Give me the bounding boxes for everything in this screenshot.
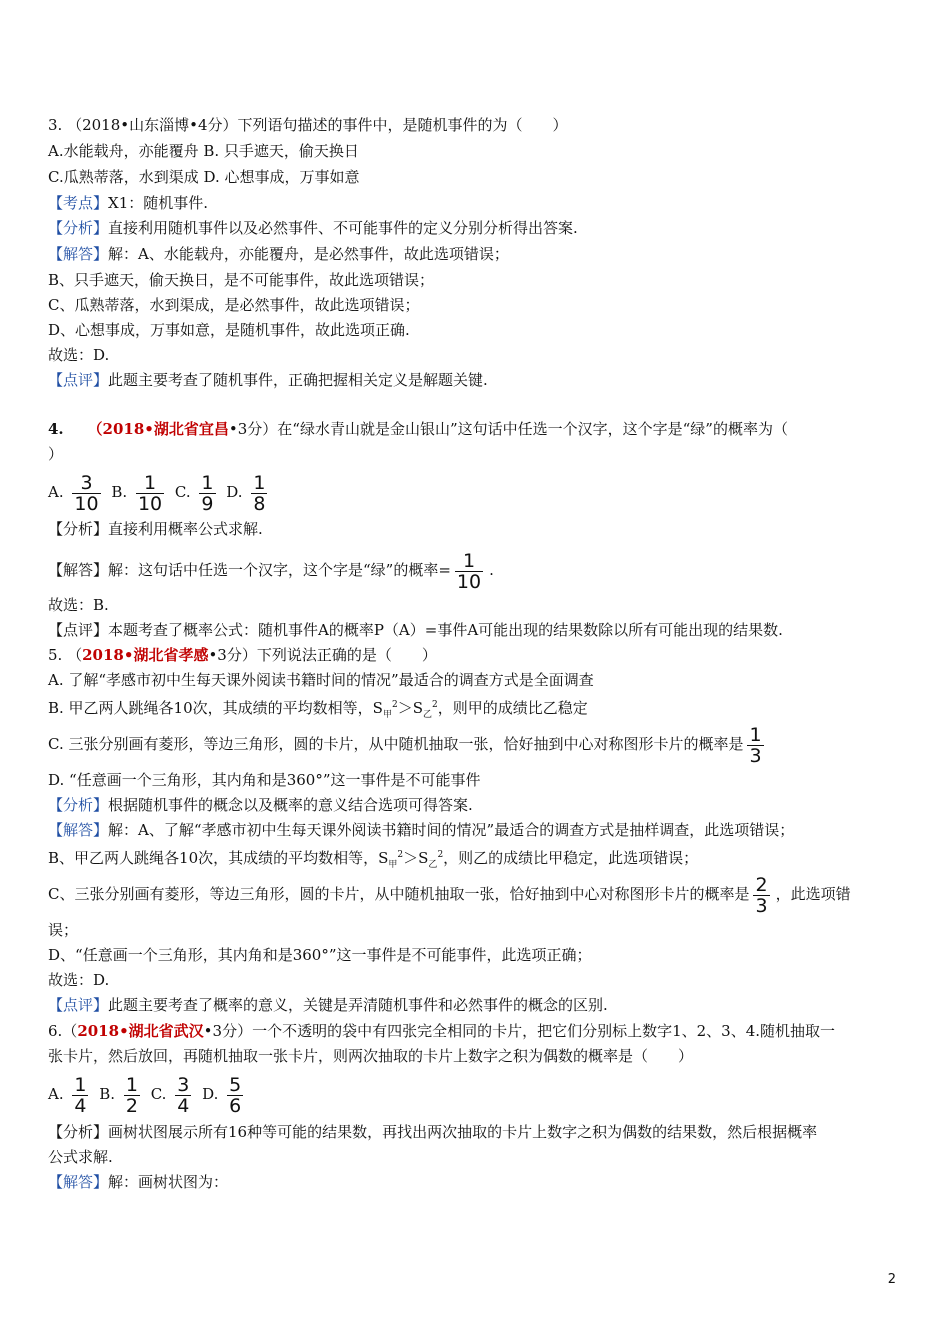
q4-option-a-num: 3 [80, 471, 93, 494]
q5-option-b-sup1: 2 [391, 700, 398, 710]
q5-jieda-c-text: C、三张分别画有菱形，等边三角形，圆的卡片，从中随机抽取一张，恰好抽到中心对称图形卡片的概率是 [48, 885, 750, 903]
q3-kaodian [48, 193, 208, 213]
q4-src-year: 2018 [102, 420, 145, 438]
q4-jieda [48, 548, 494, 592]
q6-src-dot: • [119, 1022, 129, 1040]
q5-stem [48, 645, 437, 665]
q4-jieda-text: 【解答】解：这句话中任选一个汉字，这个字是“绿”的概率= [48, 561, 451, 579]
fenxi-tag: 【分析】 [48, 219, 109, 237]
q3-jieda [48, 244, 509, 264]
q5-jieda-b-sup2: 2 [437, 850, 444, 860]
q5-option-c-den: 3 [749, 744, 762, 767]
dianping-text: 此题主要考查了随机事件，正确把握相关定义是解题关键. [108, 371, 488, 389]
q6-stem [48, 1021, 835, 1041]
q5-jieda-b-sub1: 甲 [388, 860, 398, 870]
q4-jieda-den: 10 [456, 570, 482, 593]
q4-option-d-label: D. [226, 483, 243, 501]
q6-option-b-label: B. [99, 1085, 116, 1103]
dianping-tag: 【点评】 [48, 996, 109, 1014]
q4-option-c-label: C. [174, 483, 191, 501]
q5-src-place: 湖北省孝感 [133, 646, 209, 664]
q4-fenxi: 【分析】直接利用概率公式求解. [48, 520, 263, 538]
q4-option-b-fraction [136, 473, 164, 514]
q3-line-d: D、心想事成，万事如意，是随机事件，故此选项正确. [48, 321, 410, 339]
q4-options [48, 470, 273, 514]
q5-option-c-fraction [747, 725, 763, 766]
q3-answer: 故选：D. [48, 346, 110, 364]
fenxi-tag: 【分析】 [48, 796, 109, 814]
q6-option-d-num: 5 [229, 1073, 242, 1096]
q6-stem-text: 一个不透明的袋中有四张完全相同的卡片，把它们分别标上数字1、2、3、4.随机抽取一 [252, 1022, 836, 1040]
q5-dianping [48, 995, 608, 1015]
q4-option-d-num: 1 [253, 471, 266, 494]
q6-option-d-den: 6 [229, 1094, 242, 1117]
q6-option-c-num: 3 [177, 1073, 190, 1096]
q5-answer: 故选：D. [48, 971, 110, 989]
q6-option-b-fraction [124, 1075, 140, 1116]
q6-stem-line2: 张卡片，然后放回，再随机抽取一张卡片，则两次抽取的卡片上数字之积为偶数的概率是（ ） [48, 1047, 694, 1065]
q5-fenxi [48, 795, 473, 815]
q5-number: 5. （ [48, 646, 83, 664]
jieda-tag: 【解答】 [48, 1173, 109, 1191]
q6-src-year: 2018 [77, 1022, 120, 1040]
q3-options-cd: C.瓜熟蒂落，水到渠成 D. 心想事成，万事如意 [48, 168, 360, 186]
q4-jieda-fraction [455, 551, 483, 592]
q4-option-a-label: A. [48, 483, 64, 501]
jieda-text: 解：画树状图为： [108, 1173, 229, 1191]
q6-src-score: •3分） [203, 1022, 253, 1040]
q5-option-b-mid: ＞S [397, 699, 423, 717]
q5-option-b-sub1: 甲 [382, 710, 392, 720]
q6-option-a-den: 4 [74, 1094, 87, 1117]
q6-option-c-label: C. [150, 1085, 167, 1103]
q5-option-b-end: ，则甲的成绩比乙稳定 [437, 699, 588, 717]
q5-stem-text: 下列说法正确的是（ ） [256, 646, 437, 664]
q5-jieda-c-fraction [753, 875, 769, 916]
jieda-text: 解：A、了解“孝感市初中生每天课外阅读书籍时间的情况”最适合的调查方式是抽样调查，此选项错误； [108, 821, 795, 839]
q5-jieda-b-end: ，则乙的成绩比甲稳定，此选项错误； [443, 849, 699, 867]
q6-option-d-fraction [227, 1075, 243, 1116]
q5-jieda-c-end: ，此选项错 [775, 885, 851, 903]
q4-jieda-num: 1 [462, 549, 476, 572]
q6-option-a-num: 1 [74, 1073, 87, 1096]
q6-options [48, 1072, 249, 1116]
q4-number: 4. [48, 420, 64, 438]
q5-option-b-text: B. 甲乙两人跳绳各10次，其成绩的平均数相等，S [48, 699, 383, 717]
jieda-tag: 【解答】 [48, 821, 109, 839]
dianping-text: 此题主要考查了概率的意义，关键是弄清随机事件和必然事件的概念的区别. [108, 996, 608, 1014]
q5-jieda [48, 820, 794, 840]
q5-jieda-d: D、“任意画一个三角形，其内角和是360°”这一事件是不可能事件，此选项正确； [48, 946, 592, 964]
q6-fenxi-line1: 【分析】画树状图展示所有16种等可能的结果数，再找出两次抽取的卡片上数字之积为偶数的结果数，然后根据概率 [48, 1123, 818, 1141]
q5-option-a: A. 了解“孝感市初中生每天课外阅读书籍时间的情况”最适合的调查方式是全面调查 [48, 671, 594, 689]
page-number: 2 [887, 1272, 896, 1287]
fenxi-text: 直接利用随机事件以及必然事件、不可能事件的定义分别分析得出答案. [108, 219, 578, 237]
q4-option-d-den: 8 [253, 492, 266, 515]
q4-option-d-fraction [251, 473, 267, 514]
jieda-text: 解：A、水能载舟，亦能覆舟，是必然事件，故此选项错误； [108, 245, 509, 263]
q4-option-a-fraction [72, 473, 100, 514]
q5-jieda-b-mid: ＞S [403, 849, 429, 867]
q4-option-a-den: 10 [74, 492, 99, 515]
q4-option-c-den: 9 [201, 492, 214, 515]
q4-option-b-label: B. [111, 483, 128, 501]
q6-src-place: 湖北省武汉 [128, 1022, 204, 1040]
q4-answer: 故选：B. [48, 596, 109, 614]
q5-jieda-b-text: B、甲乙两人跳绳各10次，其成绩的平均数相等，S [48, 849, 389, 867]
q6-jieda [48, 1172, 228, 1192]
q3-line-b: B、只手遮天，偷天换日，是不可能事件，故此选项错误； [48, 271, 435, 289]
dianping-tag: 【点评】 [48, 371, 109, 389]
q5-option-d: D. “任意画一个三角形，其内角和是360°”这一事件是不可能事件 [48, 771, 481, 789]
q4-src-score: •3分） [228, 420, 278, 438]
q3-stem: 3. （2018•山东淄博•4分）下列语句描述的事件中，是随机事件的为（ ） [48, 116, 568, 134]
q4-dianping: 【点评】本题考查了概率公式：随机事件A的概率P（A）=事件A可能出现的结果数除以所有可能出现的结果数. [48, 621, 783, 639]
jieda-tag: 【解答】 [48, 245, 109, 263]
q6-option-a-label: A. [48, 1085, 64, 1103]
q5-jieda-b-sub2: 乙 [428, 860, 438, 870]
q6-option-d-label: D. [202, 1085, 219, 1103]
q5-option-c-num: 1 [749, 723, 762, 746]
q5-src-score: •3分） [208, 646, 257, 664]
q5-jieda-c-num: 2 [755, 873, 768, 896]
q4-src-open: （ [87, 420, 103, 438]
q5-src-dot: • [123, 646, 134, 664]
q6-option-a-fraction [72, 1075, 88, 1116]
q6-number: 6.（ [48, 1022, 78, 1040]
q3-dianping [48, 370, 488, 390]
kaodian-text: X1：随机事件. [108, 194, 209, 212]
q4-src-dot: • [144, 420, 154, 438]
q4-stem [48, 419, 788, 439]
q5-option-b [48, 695, 588, 725]
q4-option-c-fraction [199, 473, 215, 514]
q5-jieda-b-sup1: 2 [397, 850, 404, 860]
q5-jieda-c [48, 872, 851, 916]
q5-option-c [48, 722, 770, 766]
q4-jieda-end: . [489, 561, 494, 579]
q5-option-b-sup2: 2 [431, 700, 438, 710]
q5-src-year: 2018 [82, 646, 124, 664]
q5-jieda-c-den: 3 [755, 894, 768, 917]
fenxi-text: 根据随机事件的概念以及概率的意义结合选项可得答案. [108, 796, 473, 814]
q6-fenxi-line2: 公式求解. [48, 1148, 113, 1166]
q6-option-b-den: 2 [125, 1094, 138, 1117]
q4-src-place: 湖北省宜昌 [153, 420, 229, 438]
q5-jieda-c-cont: 误； [48, 921, 79, 939]
q5-option-b-sub2: 乙 [422, 710, 432, 720]
q3-line-c: C、瓜熟蒂落，水到渠成，是必然事件，故此选项错误； [48, 296, 420, 314]
q4-stem-close: ） [48, 445, 64, 463]
q3-options-ab: A.水能载舟，亦能覆舟 B. 只手遮天，偷天换日 [48, 142, 359, 160]
q6-option-c-fraction [175, 1075, 191, 1116]
q6-option-b-num: 1 [125, 1073, 138, 1096]
q5-jieda-b [48, 845, 698, 875]
kaodian-tag: 【考点】 [48, 194, 109, 212]
q4-stem-text: 在“绿水青山就是金山银山”这句话中任选一个汉字，这个字是“绿”的概率为（ [277, 420, 788, 438]
q3-fenxi [48, 218, 578, 238]
q5-option-c-text: C. 三张分别画有菱形，等边三角形，圆的卡片，从中随机抽取一张，恰好抽到中心对称图形卡片的概率是 [48, 735, 744, 753]
q4-option-b-num: 1 [143, 471, 157, 494]
q4-option-c-num: 1 [201, 471, 214, 494]
q4-option-b-den: 10 [137, 492, 163, 515]
q6-option-c-den: 4 [177, 1094, 190, 1117]
